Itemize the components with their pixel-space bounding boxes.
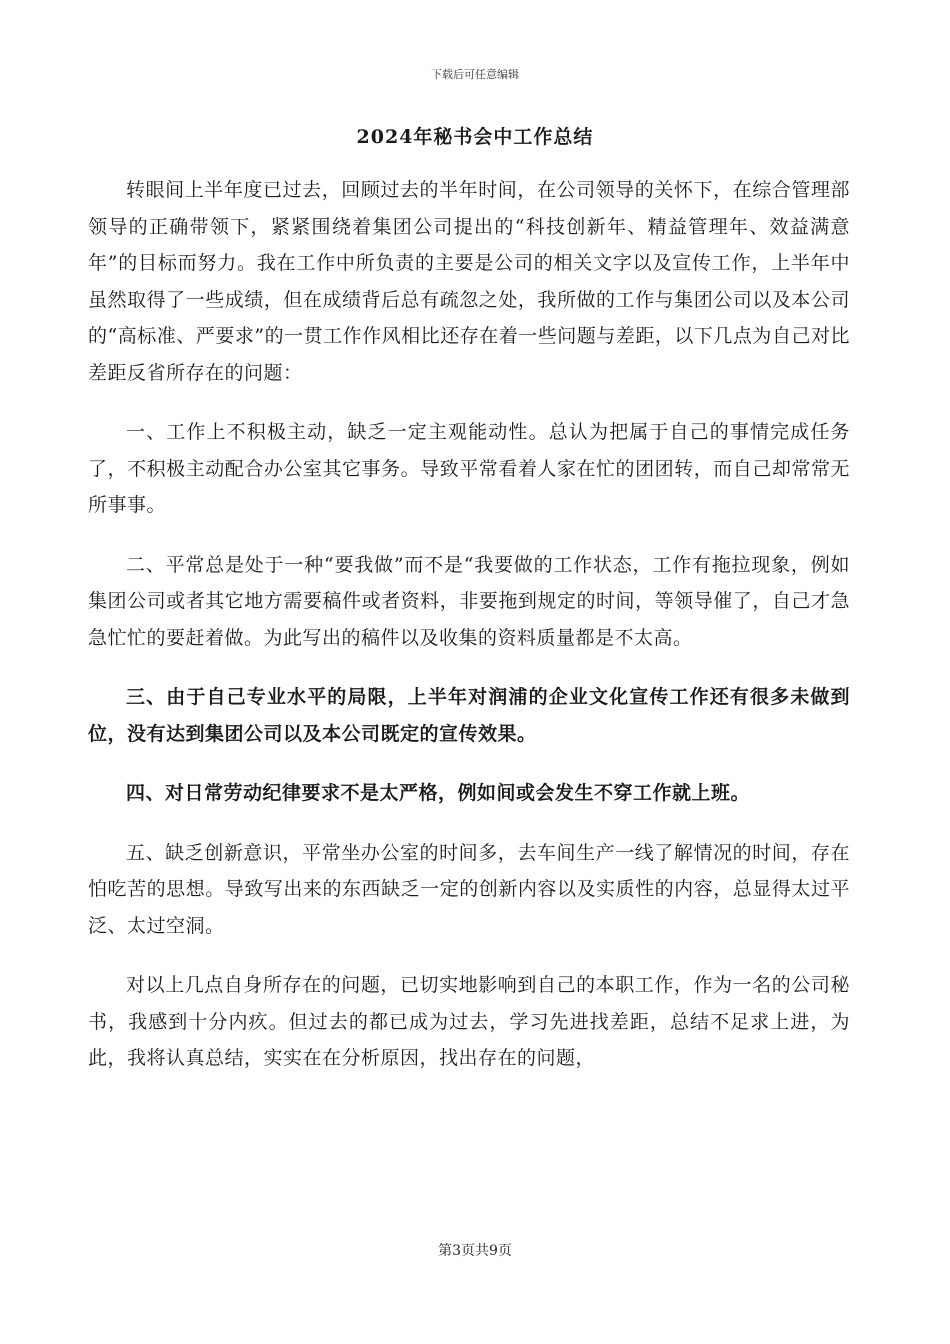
paragraph-intro: 转眼间上半年度已过去，回顾过去的半年时间，在公司领导的关怀下，在综合管理部领导的正确带领下，紧紧围绕着集团公司提出的“科技创新年、精益管理年、效益满意年”的目标而努力。我在工作中所负责的主要是公司的相关文字以及宣传工作，上半年中虽然取得了一些成绩，但在成绩背后总有疏忽之处，我所做的工作与集团公司以及本公司的“高标准、严要求”的一贯工作作风相比还存在着一些问题与差距，以下几点为自己对比差距反省所存在的问题：	[88, 179, 850, 384]
document-body	[88, 172, 850, 1077]
paragraph-point-3: 三、由于自己专业水平的局限，上半年对润浦的企业文化宣传工作还有很多未做到位，没有达到集团公司以及本公司既定的宣传效果。	[88, 686, 850, 745]
paragraph-conclusion: 对以上几点自身所存在的问题，已切实地影响到自己的本职工作，作为一名的公司秘书，我感到十分内疚。但过去的都已成为过去，学习先进找差距，总结不足求上进，为此，我将认真总结，实实在在分析原因，找出存在的问题，	[88, 974, 850, 1069]
paragraph-point-4: 四、对日常劳动纪律要求不是太严格，例如间或会发生不穿工作就上班。	[126, 782, 751, 804]
page-number: 第3页共9页	[438, 1243, 512, 1259]
document-title: 2024年秘书会中工作总结	[356, 126, 594, 148]
paragraph-point-5: 五、缺乏创新意识，平常坐办公室的时间多，去车间生产一线了解情况的时间，存在怕吃苦的思想。导致写出来的东西缺乏一定的创新内容以及实质性的内容，总显得太过平泛、太过空洞。	[88, 841, 850, 937]
header-note: 下载后可任意编辑	[431, 68, 519, 81]
paragraph-point-2: 二、平常总是处于一种“要我做”而不是“我要做的工作状态，工作有拖拉现象，例如集团公司或者其它地方需要稿件或者资料，非要拖到规定的时间，等领导催了，自己才急急忙忙的要赶着做。为此写出的稿件以及收集的资料质量都是不太高。	[88, 553, 850, 649]
paragraph-point-1: 一、工作上不积极主动，缺乏一定主观能动性。总认为把属于自己的事情完成任务了，不积极主动配合办公室其它事务。导致平常看着人家在忙的团团转，而自己却常常无所事事。	[88, 421, 850, 516]
